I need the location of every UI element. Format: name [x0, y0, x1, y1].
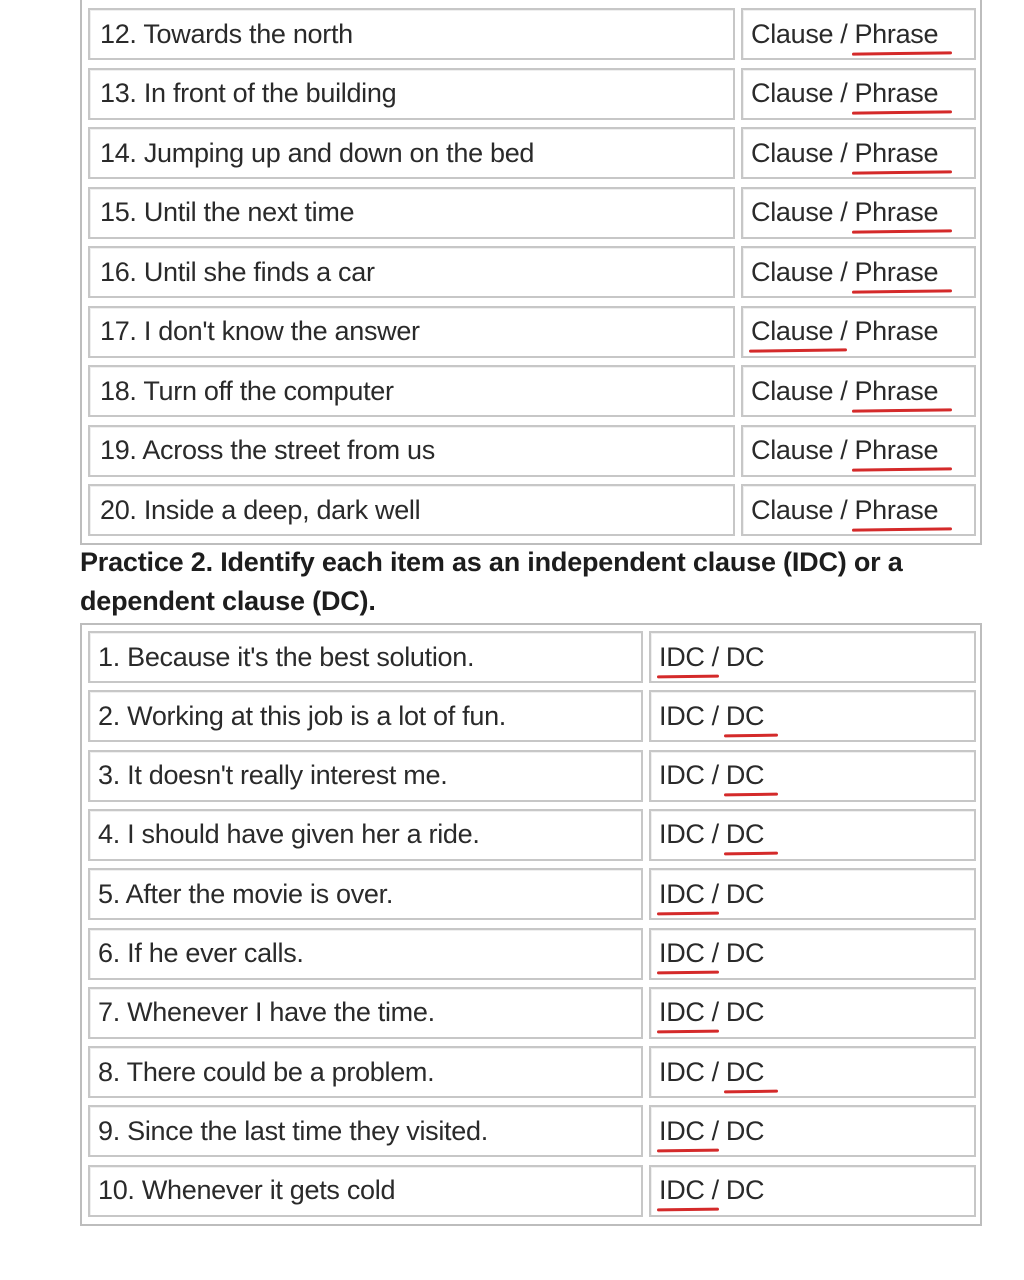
table-row — [82, 68, 980, 126]
option-b: Phrase — [854, 375, 939, 406]
item-text: 10. Whenever it gets cold — [88, 1165, 643, 1217]
table-row — [82, 425, 980, 483]
answer-choice — [741, 246, 976, 298]
option-b: DC — [725, 1056, 765, 1087]
answer-choice — [649, 690, 976, 742]
option-a: Clause — [751, 137, 834, 168]
answer-choice — [741, 306, 976, 358]
option-b: Phrase — [854, 256, 939, 287]
table-row — [82, 246, 980, 304]
option-separator: / — [711, 641, 719, 672]
option-b: Phrase — [854, 435, 939, 465]
option-separator: / — [711, 760, 719, 791]
option-b: DC — [725, 878, 765, 909]
option-a: IDC — [659, 700, 705, 731]
table-row — [82, 127, 980, 185]
practice-2-table — [80, 623, 982, 1226]
option-a: IDC — [659, 878, 705, 909]
answer-choice — [649, 868, 976, 920]
option-b: Phrase — [854, 494, 939, 525]
option-a: Clause — [751, 18, 834, 49]
option-separator: / — [840, 435, 848, 465]
table-row — [82, 868, 980, 926]
item-text: 1. Because it's the best solution. — [88, 631, 643, 683]
option-separator: / — [711, 997, 719, 1028]
answer-choice — [741, 484, 976, 536]
table-row — [82, 1046, 980, 1104]
item-text: 17. I don't know the answer — [88, 306, 735, 358]
answer-choice — [649, 809, 976, 861]
item-text: 6. If he ever calls. — [88, 928, 643, 980]
table-row — [82, 306, 980, 364]
item-text: 4. I should have given her a ride. — [88, 809, 643, 861]
table-row — [82, 1165, 980, 1223]
table-row — [82, 1105, 980, 1163]
table-row — [82, 187, 980, 245]
option-b: Phrase — [854, 78, 939, 108]
option-a: IDC — [659, 641, 705, 672]
option-a: IDC — [659, 1115, 705, 1146]
answer-choice — [649, 1165, 976, 1217]
option-b: DC — [725, 641, 765, 672]
option-a: Clause — [751, 494, 834, 525]
option-separator: / — [711, 938, 719, 968]
table-row — [82, 365, 980, 423]
option-a: Clause — [751, 375, 834, 406]
answer-choice — [741, 365, 976, 417]
answer-choice — [741, 127, 976, 179]
option-a: IDC — [659, 1056, 705, 1087]
answer-choice — [649, 1046, 976, 1098]
item-text: 3. It doesn't really interest me. — [88, 750, 643, 802]
option-a: Clause — [751, 316, 834, 346]
option-separator: / — [840, 256, 848, 287]
table-row — [82, 484, 980, 542]
option-a: Clause — [751, 78, 834, 108]
option-separator: / — [711, 1056, 719, 1087]
item-text: 18. Turn off the computer — [88, 365, 735, 417]
table-row — [82, 631, 980, 689]
table-row — [82, 8, 980, 66]
option-b: DC — [725, 1175, 765, 1206]
answer-choice — [649, 1105, 976, 1157]
item-text: 14. Jumping up and down on the bed — [88, 127, 735, 179]
item-text: 13. In front of the building — [88, 68, 735, 120]
option-separator: / — [840, 18, 848, 49]
answer-choice — [649, 631, 976, 683]
option-a: Clause — [751, 197, 834, 227]
item-text: 2. Working at this job is a lot of fun. — [88, 690, 643, 742]
answer-choice — [649, 750, 976, 802]
item-text: 20. Inside a deep, dark well — [88, 484, 735, 536]
option-separator: / — [711, 1115, 719, 1146]
table-row — [82, 809, 980, 867]
option-a: IDC — [659, 1175, 705, 1206]
option-b: Phrase — [854, 316, 939, 346]
option-b: Phrase — [854, 137, 939, 168]
option-a: IDC — [659, 997, 705, 1028]
option-separator: / — [711, 1175, 719, 1206]
option-separator: / — [840, 137, 848, 168]
option-a: IDC — [659, 819, 705, 850]
table-row — [82, 928, 980, 986]
option-a: IDC — [659, 938, 705, 968]
item-text: 12. Towards the north — [88, 8, 735, 60]
option-separator: / — [840, 197, 848, 227]
table-row — [82, 750, 980, 808]
answer-choice — [741, 8, 976, 60]
option-b: DC — [725, 760, 765, 791]
option-b: DC — [725, 819, 765, 850]
option-separator: / — [840, 316, 848, 346]
item-text: 16. Until she finds a car — [88, 246, 735, 298]
option-separator: / — [840, 78, 848, 108]
option-separator: / — [711, 819, 719, 850]
item-text: 5. After the movie is over. — [88, 868, 643, 920]
option-b: Phrase — [854, 197, 939, 227]
answer-choice — [741, 187, 976, 239]
answer-choice — [649, 928, 976, 980]
option-a: IDC — [659, 760, 705, 791]
option-a: Clause — [751, 256, 834, 287]
option-separator: / — [711, 700, 719, 731]
practice-2-heading: Practice 2. Identify each item as an independent clause (IDC) or a dependent clause (DC). — [80, 547, 903, 616]
item-text: 7. Whenever I have the time. — [88, 987, 643, 1039]
answer-choice — [741, 425, 976, 477]
option-b: DC — [725, 700, 765, 731]
option-separator: / — [840, 375, 848, 406]
answer-choice — [649, 987, 976, 1039]
option-b: DC — [725, 997, 765, 1028]
option-separator: / — [840, 494, 848, 525]
answer-choice — [741, 68, 976, 120]
option-a: Clause — [751, 435, 834, 465]
option-separator: / — [711, 878, 719, 909]
option-b: DC — [725, 1115, 765, 1146]
table-row — [82, 690, 980, 748]
item-text: 9. Since the last time they visited. — [88, 1105, 643, 1157]
table-row — [82, 987, 980, 1045]
option-b: Phrase — [854, 18, 939, 49]
practice-1-table — [80, 0, 982, 545]
item-text: 19. Across the street from us — [88, 425, 735, 477]
item-text: 15. Until the next time — [88, 187, 735, 239]
option-b: DC — [725, 938, 765, 968]
item-text: 8. There could be a problem. — [88, 1046, 643, 1098]
